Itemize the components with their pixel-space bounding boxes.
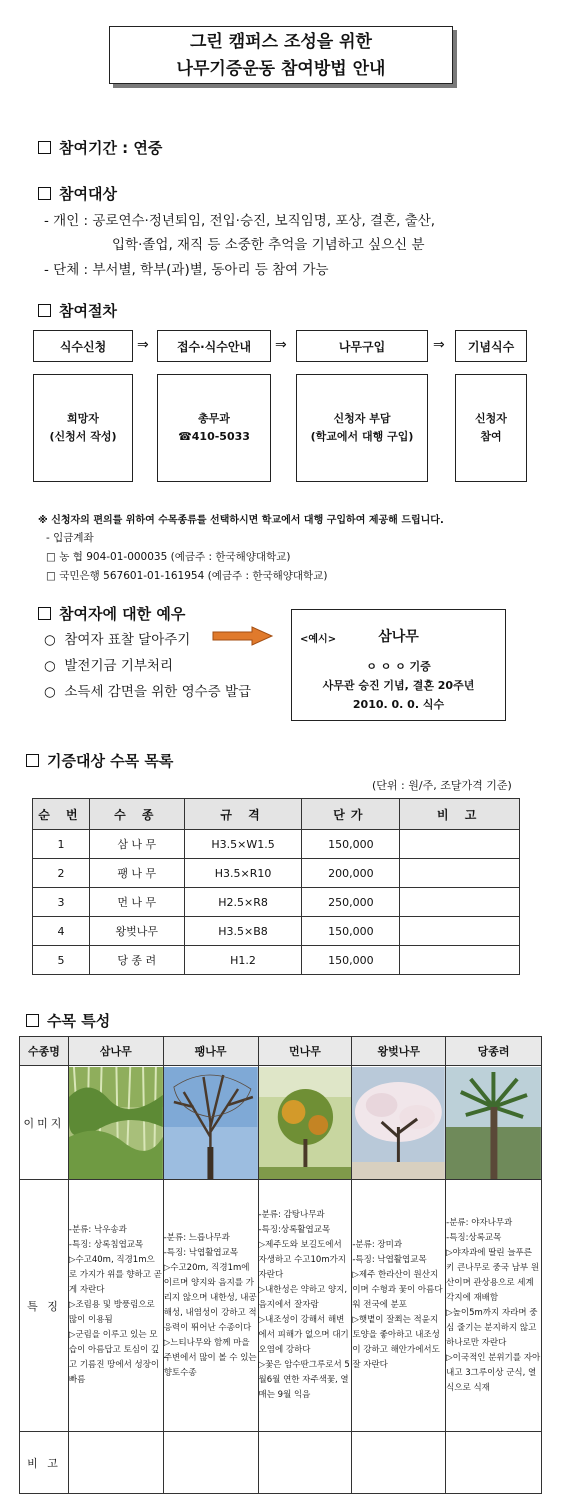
tree-list-heading: 기증대상 수목 목록 <box>47 752 174 770</box>
example-donor: ㅇ ㅇ ㅇ 기증 <box>366 660 431 673</box>
image-row <box>20 1066 542 1180</box>
table-header-row <box>33 799 520 830</box>
cell <box>400 859 520 888</box>
procedure-box-admin <box>157 374 271 482</box>
col-header: 수종명 <box>20 1037 69 1066</box>
example-date: 2010. 0. 0. 식수 <box>352 698 445 711</box>
box-line2: (신청서 작성) <box>49 430 117 443</box>
period-heading: 참여기간 : 연중 <box>59 139 163 157</box>
cell: 200,000 <box>302 859 400 888</box>
section-tree-list <box>26 750 173 771</box>
arrow-icon: ⇒ <box>433 337 445 353</box>
col-header: 순 번 <box>33 799 90 830</box>
cell <box>400 888 520 917</box>
example-label: <예시> <box>300 634 337 645</box>
table-row <box>33 859 520 888</box>
circle-bullet-icon: ○ <box>44 684 56 700</box>
cell: 왕벚나무 <box>89 917 184 946</box>
tree-list-unit: (단위 : 원/주, 조달가격 기준) <box>372 779 512 792</box>
section-benefits <box>38 603 185 624</box>
cell: 4 <box>33 917 90 946</box>
section-characteristics <box>26 1010 110 1031</box>
procedure-box-applicant <box>33 374 133 482</box>
feature-cell: -분류: 낙우송과 -특징: 상록침엽교목 ▷수고40m, 직경1m으로 가지가 위를 향하고 곧게 자란다 ▷조림용 및 방풍림으로 많이 이용됨 ▷군림을 이루고 있는 모습이 아름답고 토심이 깊고 기름진 땅에서 성장이 빠름 <box>68 1180 163 1432</box>
photo-sugi <box>68 1066 163 1180</box>
col-header: 단가 <box>302 799 400 830</box>
photo-wangbeot <box>352 1066 446 1180</box>
account-kookmin: □ 국민은행 567601-01-161954 (예금주 : 한국해양대학교) <box>46 570 328 582</box>
cell: 5 <box>33 946 90 975</box>
cell: 150,000 <box>302 917 400 946</box>
circle-bullet-icon: ○ <box>44 658 56 674</box>
benefit-item-2 <box>44 654 173 674</box>
col-header: 수 종 <box>89 799 184 830</box>
cell: 150,000 <box>302 830 400 859</box>
feature-row <box>20 1180 542 1432</box>
benefit-item-1 <box>44 628 190 648</box>
section-procedure <box>38 300 117 321</box>
procedure-box-payment <box>296 374 428 482</box>
cell: 팽 나 무 <box>89 859 184 888</box>
table-row <box>33 830 520 859</box>
box-line1: 희망자 <box>67 412 99 425</box>
table-header-row <box>20 1037 542 1066</box>
section-targets <box>38 183 117 204</box>
row-label: 비 고 <box>20 1432 69 1494</box>
cell: H2.5×R8 <box>184 888 302 917</box>
title-line-2: 나무기증운동 참여방법 안내 <box>176 59 386 79</box>
table-row <box>33 946 520 975</box>
row-label: 이미지 <box>20 1066 69 1180</box>
box-line1: 신청자 부담 <box>333 412 391 425</box>
example-occasion: 사무관 승진 기념, 결혼 20주년 <box>322 679 475 692</box>
feature-cell: -분류: 감탕나무과 -특징:상록활엽교목 ▷제주도와 보길도에서 자생하고 수고10m가지 자란다 ▷내한성은 약하고 양지, 음지에서 잘자람 ▷내조성이 강해서 해변에서 피해가 없으며 대기오염에 강하다 ▷꽃은 암수딴그루로서 5월6월 연한 자주색꽃, 열매는 9월 익음 <box>258 1180 352 1432</box>
target-group: - 단체 : 부서별, 학부(과)별, 동아리 등 참여 가능 <box>44 262 329 278</box>
step-apply: 식수신청 <box>33 330 133 362</box>
checkbox-icon <box>38 187 51 200</box>
col-header: 삼나무 <box>68 1037 163 1066</box>
characteristics-table <box>19 1036 542 1494</box>
example-tag-box <box>291 609 506 721</box>
checkbox-icon <box>38 141 51 154</box>
row-label: 특 징 <box>20 1180 69 1432</box>
tree-list-table <box>32 798 520 975</box>
feature-cell: -분류: 느릅나무과 -특징: 낙엽활엽교목 ▷수고20m, 직경1m에 이르며 양지와 음지를 가리지 않으며 내한성, 내공해성, 내염성이 강하고 적응력이 뛰어난 수종이다 ▷느티나무와 함께 마을주변에서 많이 볼 수 있는 향토수종 <box>163 1180 258 1432</box>
note-cell <box>163 1432 258 1494</box>
feature-cell: -분류: 야자나무과 -특징:상록교목 ▷야자과에 딸린 늘푸른 키 큰나무로 중국 남부 원산이며 관상용으로 세계각지에 재배함 ▷높이5m까지 자라며 중심 줄기는 분지하지 않고 하나로만 자란다 ▷이국적인 분위기를 자아내고 3그루이상 군식, 열식으로 식재 <box>446 1180 542 1432</box>
benefits-heading: 참여자에 대한 예우 <box>59 605 186 623</box>
col-header: 왕벚나무 <box>352 1037 446 1066</box>
col-header: 팽나무 <box>163 1037 258 1066</box>
arrow-icon: ⇒ <box>137 337 149 353</box>
checkbox-icon <box>38 607 51 620</box>
cell <box>400 917 520 946</box>
note-cell <box>352 1432 446 1494</box>
procedure-box-participate <box>455 374 527 482</box>
cell: 먼 나 무 <box>89 888 184 917</box>
col-header: 비 고 <box>400 799 520 830</box>
characteristics-heading: 수목 특성 <box>47 1012 111 1030</box>
section-period <box>38 137 162 158</box>
account-nonghyup: □ 농 협 904-01-000035 (예금주 : 한국해양대학교) <box>46 551 291 563</box>
note-cell <box>68 1432 163 1494</box>
cell <box>400 830 520 859</box>
box-line2: (학교에서 대행 구입) <box>310 430 414 443</box>
table-row <box>33 917 520 946</box>
note-row <box>20 1432 542 1494</box>
box-line1: 신청자 <box>475 412 507 425</box>
cell: H3.5×R10 <box>184 859 302 888</box>
table-row <box>33 888 520 917</box>
cell: 삼 나 무 <box>89 830 184 859</box>
checkbox-icon <box>26 754 39 767</box>
cell: 150,000 <box>302 946 400 975</box>
cell: 당 종 려 <box>89 946 184 975</box>
note-cell <box>258 1432 352 1494</box>
target-individual-line2: 입학·졸업, 재직 등 소중한 추억을 기념하고 싶으신 분 <box>112 237 425 253</box>
cell: 2 <box>33 859 90 888</box>
step-receive: 접수·식수안내 <box>157 330 271 362</box>
title-line-1: 그린 캠퍼스 조성을 위한 <box>190 32 372 52</box>
note-cell <box>446 1432 542 1494</box>
benefit-label: 소득세 감면을 위한 영수증 발급 <box>64 684 252 700</box>
cell: H3.5×W1.5 <box>184 830 302 859</box>
photo-paengnamu <box>163 1066 258 1180</box>
cell: 3 <box>33 888 90 917</box>
arrow-icon: ⇒ <box>275 337 287 353</box>
account-label: - 입금계좌 <box>46 532 94 544</box>
benefit-item-3 <box>44 680 251 700</box>
photo-meonnamu <box>258 1066 352 1180</box>
note-text: ※ 신청자의 편의를 위하여 수목종류를 선택하시면 학교에서 대행 구입하여 제공해 드립니다. <box>38 515 444 526</box>
checkbox-icon <box>26 1014 39 1027</box>
benefit-label: 발전기금 기부처리 <box>64 658 173 674</box>
arrow-right-icon <box>212 626 274 646</box>
cell <box>400 946 520 975</box>
step-plant: 기념식수 <box>455 330 527 362</box>
example-tree: 삼나무 <box>378 629 419 645</box>
col-header: 먼나무 <box>258 1037 352 1066</box>
circle-bullet-icon: ○ <box>44 632 56 648</box>
checkbox-icon <box>38 304 51 317</box>
target-individual-line1: - 개인 : 공로연수·정년퇴임, 전입·승진, 보직임명, 포상, 결혼, 출산, <box>44 213 436 229</box>
feature-cell: -분류: 장미과 -특징: 낙엽활엽교목 ▷제주 한라산이 원산지이며 수형과 꽃이 아름다워 전국에 분포 ▷햇볕이 잘쬐는 적윤지 토양을 좋아하고 내조성이 강하고 해안가에서도 잘 자란다 <box>352 1180 446 1432</box>
col-header: 규 격 <box>184 799 302 830</box>
box-line2: ☎410-5033 <box>178 430 250 443</box>
cell: 1 <box>33 830 90 859</box>
procedure-heading: 참여절차 <box>59 302 117 320</box>
step-purchase: 나무구입 <box>296 330 428 362</box>
box-line1: 총무과 <box>198 412 230 425</box>
box-line2: 참여 <box>480 430 502 443</box>
targets-heading: 참여대상 <box>59 185 117 203</box>
cell: 250,000 <box>302 888 400 917</box>
cell: H1.2 <box>184 946 302 975</box>
benefit-label: 참여자 표찰 달아주기 <box>64 632 191 648</box>
col-header: 당종려 <box>446 1037 542 1066</box>
cell: H3.5×B8 <box>184 917 302 946</box>
photo-dangjongryeo <box>446 1066 542 1180</box>
page-title <box>109 26 453 84</box>
